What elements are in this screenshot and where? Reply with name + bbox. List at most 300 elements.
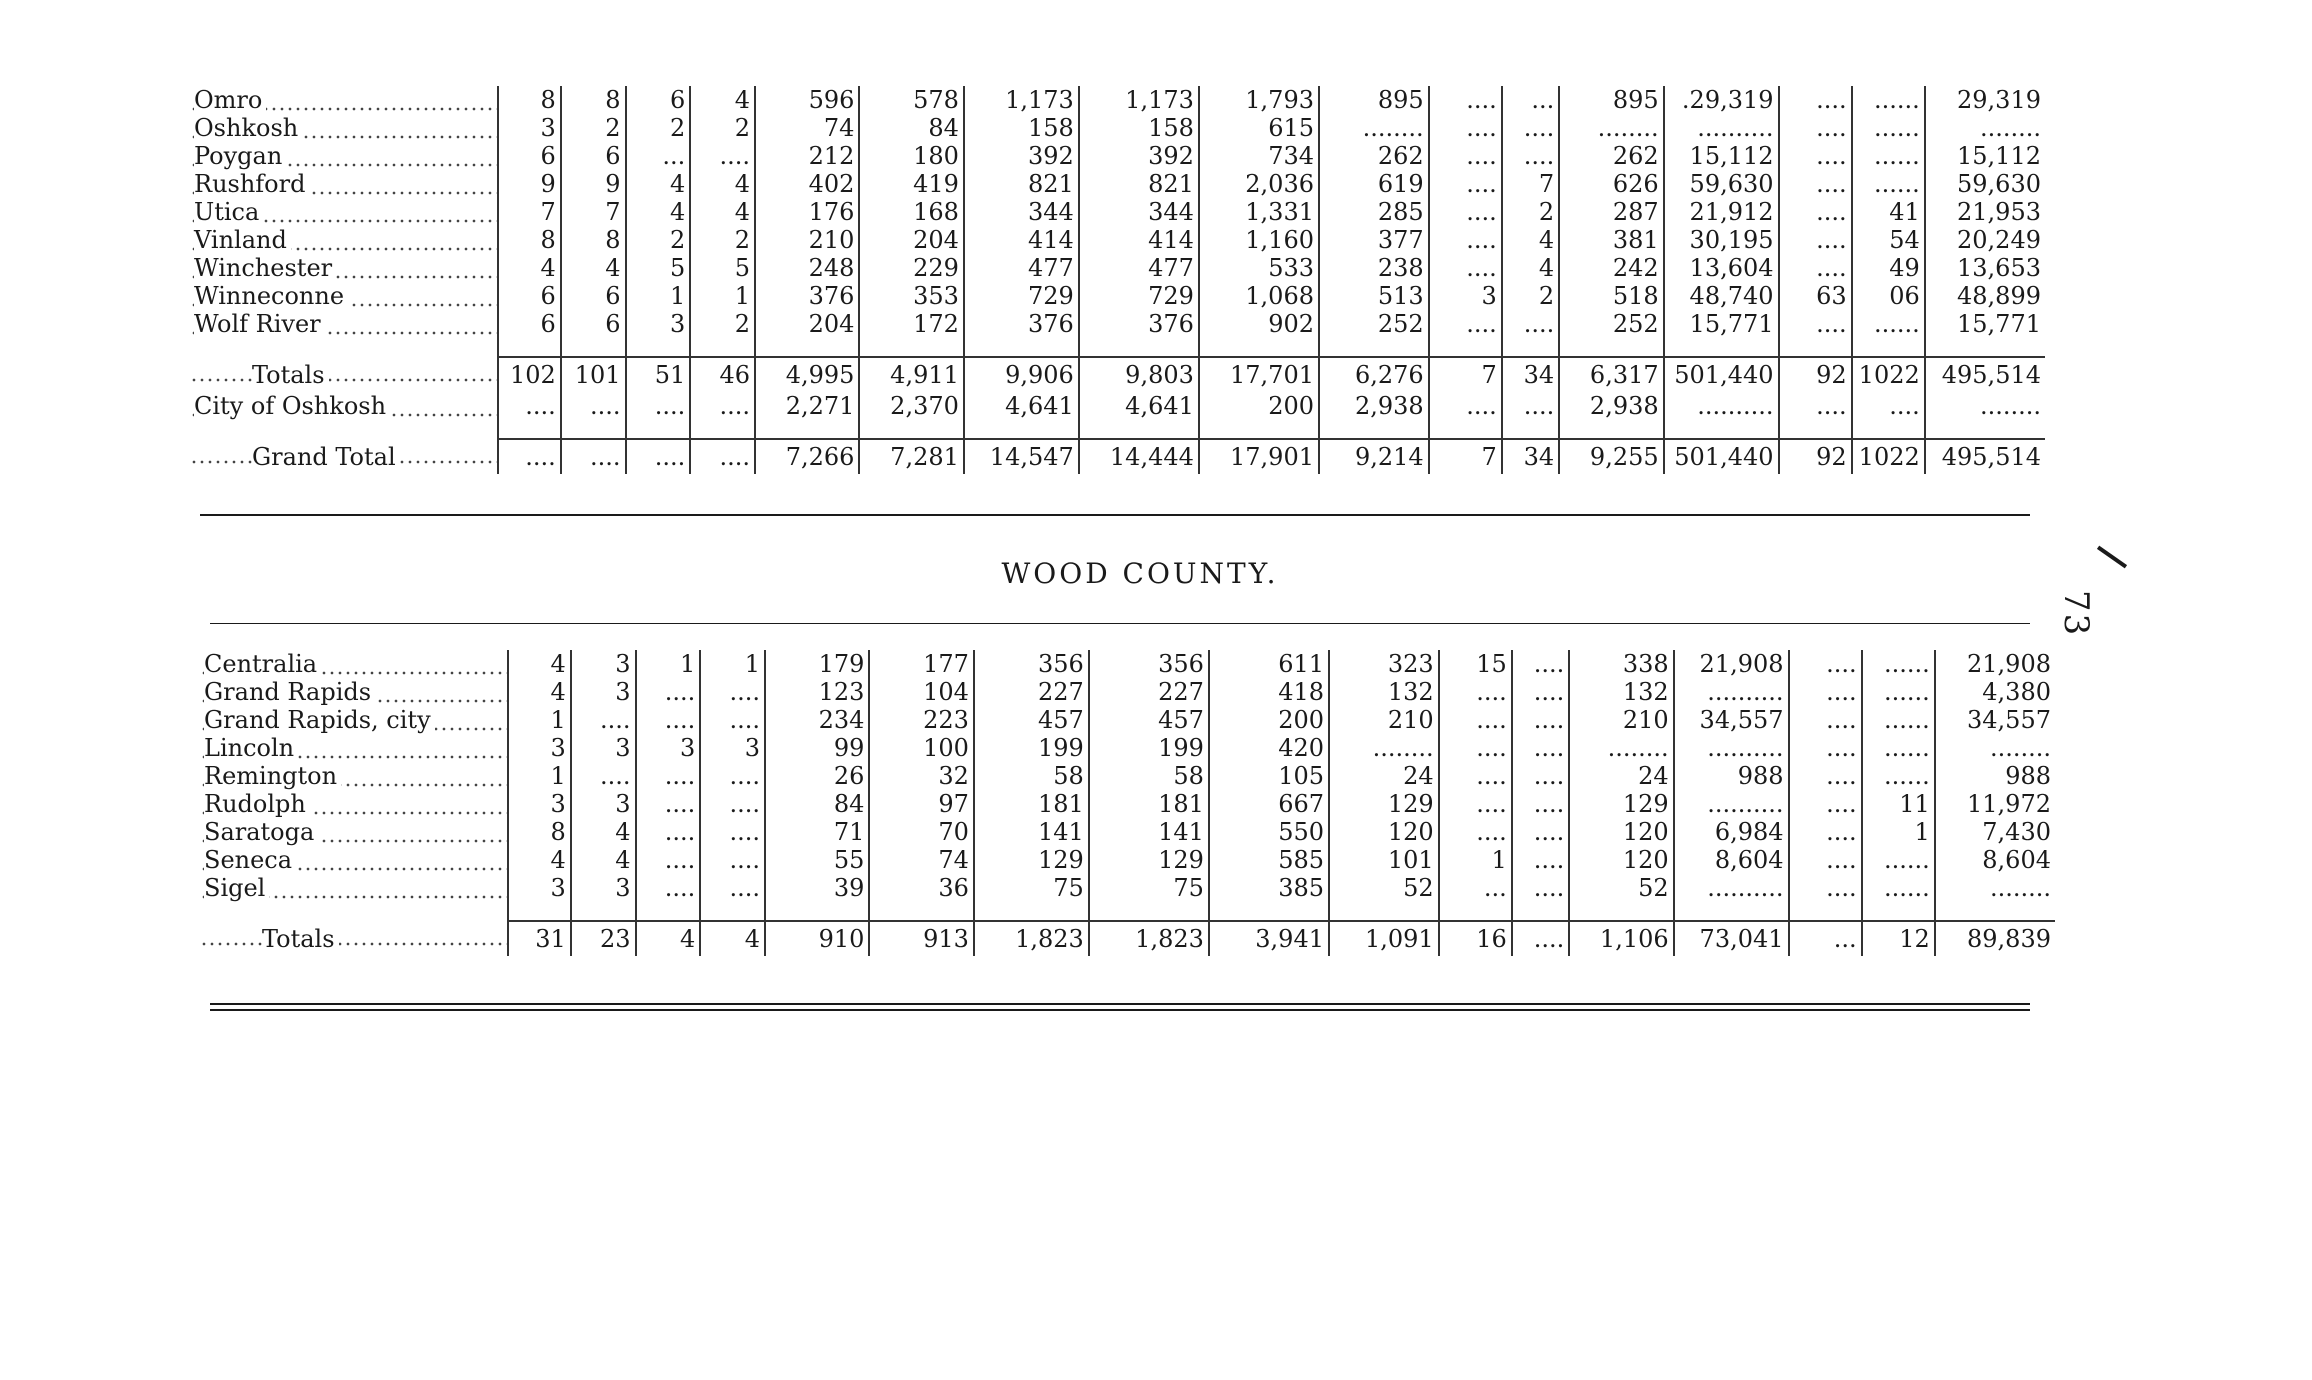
spacer-row [190, 338, 2045, 357]
table-cell: 39 [765, 874, 869, 902]
spacer-cell [190, 420, 498, 439]
spacer-cell [1789, 902, 1862, 921]
table-cell: 376 [1079, 310, 1199, 338]
section-title: WOOD COUNTY. [1001, 557, 1279, 590]
table-cell: 4 [690, 170, 755, 198]
table-cell: .... [1429, 142, 1502, 170]
table-cell: 3 [571, 874, 636, 902]
table-cell: 611 [1209, 650, 1329, 678]
table-cell: ...... [1862, 706, 1935, 734]
table-cell: 6 [498, 282, 561, 310]
table-cell: ........ [1925, 114, 2045, 142]
table-row [200, 762, 2055, 790]
table-cell: 2 [561, 114, 626, 142]
table-cell: 1,160 [1199, 226, 1319, 254]
table-row [190, 198, 2045, 226]
table-cell: 227 [974, 678, 1089, 706]
table-row [190, 142, 2045, 170]
table-cell: ........ [1329, 734, 1439, 762]
table-cell: 100 [869, 734, 973, 762]
table-cell: 29,319 [1925, 86, 2045, 114]
table-cell: .... [561, 439, 626, 474]
table-cell: 24 [1569, 762, 1673, 790]
table-cell: .... [1429, 310, 1502, 338]
table-cell: 4 [1502, 254, 1559, 282]
row-label: City of Oshkosh [194, 392, 390, 420]
table-cell: 615 [1199, 114, 1319, 142]
table-cell: 34,557 [1674, 706, 1789, 734]
spacer-cell [190, 338, 498, 357]
table-cell: .29,319 [1664, 86, 1779, 114]
table-cell: .... [700, 790, 765, 818]
table-cell: .... [1789, 818, 1862, 846]
table-cell: .... [561, 392, 626, 420]
table-cell: 129 [1569, 790, 1673, 818]
table-cell: 1 [508, 706, 571, 734]
table-cell: 4 [636, 921, 701, 956]
row-label: Seneca [204, 846, 296, 874]
table-cell: .... [1779, 114, 1852, 142]
table-cell: 6,276 [1319, 357, 1429, 392]
table-cell: 392 [964, 142, 1079, 170]
table-cell: 6 [626, 86, 691, 114]
table-cell: 92 [1779, 357, 1852, 392]
table-cell: 41 [1852, 198, 1925, 226]
table-cell: .... [1439, 762, 1512, 790]
spacer-cell [1559, 420, 1663, 439]
table-cell: 414 [964, 226, 1079, 254]
table-cell: 158 [1079, 114, 1199, 142]
table-cell: 1,331 [1199, 198, 1319, 226]
row-label-cell [200, 678, 508, 706]
spacer-cell [571, 902, 636, 921]
table-cell: .... [1789, 846, 1862, 874]
table-cell: 9,906 [964, 357, 1079, 392]
table-cell: 141 [1089, 818, 1209, 846]
table-cell: 52 [1329, 874, 1439, 902]
row-label-cell [190, 439, 498, 474]
table-cell: 7 [498, 198, 561, 226]
table-row [200, 734, 2055, 762]
table-cell: 4 [690, 198, 755, 226]
table-cell: 21,953 [1925, 198, 2045, 226]
row-label-cell [200, 790, 508, 818]
table-cell: 418 [1209, 678, 1329, 706]
table-cell: 75 [1089, 874, 1209, 902]
table-cell: .......... [1664, 392, 1779, 420]
table-cell: 48,899 [1925, 282, 2045, 310]
table-cell: 36 [869, 874, 973, 902]
table-cell: 123 [765, 678, 869, 706]
table-row [190, 170, 2045, 198]
table-cell: 6 [498, 310, 561, 338]
table-cell: 420 [1209, 734, 1329, 762]
table-cell: .... [1429, 254, 1502, 282]
table-cell: 129 [974, 846, 1089, 874]
table-cell: 2,938 [1559, 392, 1663, 420]
table-cell: 353 [859, 282, 963, 310]
table-cell: 392 [1079, 142, 1199, 170]
table-cell: 2 [1502, 282, 1559, 310]
table-cell: 129 [1329, 790, 1439, 818]
table-cell: 34 [1502, 439, 1559, 474]
table-cell: .... [1852, 392, 1925, 420]
table-cell: 158 [964, 114, 1079, 142]
table-cell: 287 [1559, 198, 1663, 226]
table-cell: 31 [508, 921, 571, 956]
table-cell: .... [1779, 226, 1852, 254]
spacer-cell [859, 420, 963, 439]
table-cell: 172 [859, 310, 963, 338]
table-cell: 21,908 [1674, 650, 1789, 678]
bottom-double-rule-top [210, 1003, 2030, 1005]
table-cell: 74 [869, 846, 973, 874]
table-cell: 4 [498, 254, 561, 282]
table-cell: 4,995 [755, 357, 859, 392]
table-cell: 619 [1319, 170, 1429, 198]
spacer-cell [636, 902, 701, 921]
row-label: Rudolph [204, 790, 310, 818]
row-label: Rushford [194, 170, 309, 198]
table-cell: 6 [561, 310, 626, 338]
table-cell: 204 [859, 226, 963, 254]
table-cell: 457 [974, 706, 1089, 734]
table-cell: 204 [755, 310, 859, 338]
row-label: Totals [262, 925, 339, 953]
table-cell: 1,068 [1199, 282, 1319, 310]
table-cell: 9,255 [1559, 439, 1663, 474]
table-cell: 70 [869, 818, 973, 846]
table-cell: .... [636, 678, 701, 706]
table-cell: 5 [626, 254, 691, 282]
table-cell: 21,912 [1664, 198, 1779, 226]
table-cell: 7 [1502, 170, 1559, 198]
table-cell: 34 [1502, 357, 1559, 392]
table-cell: 17,701 [1199, 357, 1319, 392]
table-cell: ........ [1935, 734, 2055, 762]
table-cell: 2 [690, 226, 755, 254]
table-cell: 24 [1329, 762, 1439, 790]
table-cell: .... [1439, 678, 1512, 706]
table-row [200, 678, 2055, 706]
table-cell: 2 [626, 114, 691, 142]
table-cell: .... [1512, 818, 1569, 846]
table-cell: 3 [508, 790, 571, 818]
table-cell: 11,972 [1935, 790, 2055, 818]
table-cell: 101 [561, 357, 626, 392]
table-cell: 895 [1559, 86, 1663, 114]
table-cell: 11 [1862, 790, 1935, 818]
table-cell: ...... [1862, 762, 1935, 790]
table-cell: .... [1439, 734, 1512, 762]
table-cell: 3 [571, 678, 636, 706]
table-cell: ... [1502, 86, 1559, 114]
table-cell: .... [1512, 874, 1569, 902]
spacer-cell [626, 420, 691, 439]
row-label: Remington [204, 762, 341, 790]
table-row [190, 114, 2045, 142]
table-cell: 73,041 [1674, 921, 1789, 956]
table-cell: .... [1429, 114, 1502, 142]
table-cell: 199 [1089, 734, 1209, 762]
table-row [190, 310, 2045, 338]
table-cell: .... [571, 762, 636, 790]
table-cell: .... [1512, 706, 1569, 734]
table-cell: 16 [1439, 921, 1512, 956]
table-cell: .... [1512, 650, 1569, 678]
row-label: Utica [194, 198, 263, 226]
table-cell: 3 [571, 790, 636, 818]
table-cell: 338 [1569, 650, 1673, 678]
row-label-cell [190, 114, 498, 142]
table-cell: 1 [690, 282, 755, 310]
spacer-cell [765, 902, 869, 921]
table-cell: 49 [1852, 254, 1925, 282]
table-cell: 3 [571, 650, 636, 678]
table-cell: 821 [1079, 170, 1199, 198]
table-cell: 1 [508, 762, 571, 790]
spacer-cell [1512, 902, 1569, 921]
table-cell: 578 [859, 86, 963, 114]
table-cell: 419 [859, 170, 963, 198]
table-cell: 910 [765, 921, 869, 956]
city-row [190, 392, 2045, 420]
row-label: Totals [252, 361, 329, 389]
section-rule [210, 623, 2030, 624]
table-cell: 54 [1852, 226, 1925, 254]
table-cell: 3 [636, 734, 701, 762]
table-cell: 550 [1209, 818, 1329, 846]
table-cell: 1022 [1852, 439, 1925, 474]
table-cell: 988 [1935, 762, 2055, 790]
table-cell: ........ [1935, 874, 2055, 902]
table-cell: 1,091 [1329, 921, 1439, 956]
table-cell: 6 [561, 142, 626, 170]
spacer-cell [1079, 338, 1199, 357]
table-cell: 200 [1209, 706, 1329, 734]
totals-row [190, 357, 2045, 392]
table-cell: ...... [1852, 114, 1925, 142]
table-cell: .... [1429, 86, 1502, 114]
row-label: Grand Total [252, 443, 400, 471]
table-cell: .... [626, 439, 691, 474]
table-cell: 4 [508, 678, 571, 706]
table-cell: 23 [571, 921, 636, 956]
table-cell: .... [700, 762, 765, 790]
spacer-cell [755, 420, 859, 439]
table-cell: ...... [1852, 170, 1925, 198]
table-cell: .... [1789, 678, 1862, 706]
spacer-row [200, 902, 2055, 921]
table-cell: 7,281 [859, 439, 963, 474]
table-cell: 477 [1079, 254, 1199, 282]
table-cell: 356 [1089, 650, 1209, 678]
table-cell: .... [636, 818, 701, 846]
table-cell: 734 [1199, 142, 1319, 170]
table-cell: 120 [1329, 818, 1439, 846]
spacer-cell [1664, 338, 1779, 357]
table-cell: ........ [1319, 114, 1429, 142]
table-cell: ... [1789, 921, 1862, 956]
table-cell: 344 [1079, 198, 1199, 226]
table-row [200, 818, 2055, 846]
table-cell: ...... [1852, 310, 1925, 338]
table-cell: .... [700, 874, 765, 902]
row-label-cell [190, 198, 498, 226]
table-cell: 120 [1569, 818, 1673, 846]
table-cell: 8 [561, 226, 626, 254]
table-cell: 84 [859, 114, 963, 142]
row-label-cell [200, 846, 508, 874]
table-row [200, 650, 2055, 678]
table-row [190, 226, 2045, 254]
row-label-cell [200, 921, 508, 956]
table-cell: 15,112 [1925, 142, 2045, 170]
table-cell: .... [1789, 650, 1862, 678]
row-label-cell [190, 142, 498, 170]
table-cell: 84 [765, 790, 869, 818]
table-cell: 3 [700, 734, 765, 762]
table-cell: 212 [755, 142, 859, 170]
table-cell: 729 [964, 282, 1079, 310]
table-cell: .... [1502, 392, 1559, 420]
table-cell: 381 [1559, 226, 1663, 254]
table-cell: .... [1512, 762, 1569, 790]
spacer-cell [1329, 902, 1439, 921]
table-cell: 6,984 [1674, 818, 1789, 846]
table-cell: 21,908 [1935, 650, 2055, 678]
table-cell: 1,106 [1569, 921, 1673, 956]
table-cell: .... [571, 706, 636, 734]
table-cell: 495,514 [1925, 357, 2045, 392]
bottom-double-rule-bottom [210, 1009, 2030, 1011]
table-cell: 32 [869, 762, 973, 790]
table-cell: 51 [626, 357, 691, 392]
spacer-cell [498, 420, 561, 439]
table-cell: ...... [1862, 874, 1935, 902]
table-cell: 17,901 [1199, 439, 1319, 474]
table-cell: 376 [964, 310, 1079, 338]
spacer-cell [1199, 338, 1319, 357]
spacer-cell [1925, 338, 2045, 357]
table-cell: 210 [1329, 706, 1439, 734]
spacer-cell [1502, 338, 1559, 357]
table-cell: ...... [1852, 142, 1925, 170]
table-cell: 667 [1209, 790, 1329, 818]
table-cell: .... [1512, 734, 1569, 762]
table-cell: 8,604 [1674, 846, 1789, 874]
table-cell: .... [1779, 142, 1852, 170]
table-cell: 5 [690, 254, 755, 282]
table-cell: .... [700, 818, 765, 846]
table-cell: 3 [508, 734, 571, 762]
table-cell: 30,195 [1664, 226, 1779, 254]
table-cell: 4 [571, 818, 636, 846]
table-cell: 26 [765, 762, 869, 790]
table-row [200, 790, 2055, 818]
table-cell: ...... [1862, 650, 1935, 678]
table-cell: 414 [1079, 226, 1199, 254]
table-cell: 385 [1209, 874, 1329, 902]
table-cell: 20,249 [1925, 226, 2045, 254]
table-cell: 7,266 [755, 439, 859, 474]
row-label-cell [190, 357, 498, 392]
spacer-cell [1209, 902, 1329, 921]
table-cell: 141 [974, 818, 1089, 846]
table-cell: .......... [1674, 734, 1789, 762]
table-cell: 501,440 [1664, 357, 1779, 392]
row-label: Wolf River [194, 310, 325, 338]
table-cell: 377 [1319, 226, 1429, 254]
row-label-cell [200, 874, 508, 902]
table-cell: 14,547 [964, 439, 1079, 474]
spacer-cell [1502, 420, 1559, 439]
table-cell: 262 [1319, 142, 1429, 170]
table-cell: .... [700, 706, 765, 734]
spacer-cell [869, 902, 973, 921]
table-cell: 238 [1319, 254, 1429, 282]
table-cell: .... [1779, 198, 1852, 226]
table-cell: ........ [1559, 114, 1663, 142]
table-cell: 8 [498, 226, 561, 254]
table-cell: 7,430 [1935, 818, 2055, 846]
table-cell: 210 [1569, 706, 1673, 734]
spacer-cell [1319, 338, 1429, 357]
table-cell: 1,173 [964, 86, 1079, 114]
table-cell: 3 [508, 874, 571, 902]
table-cell: 1,823 [1089, 921, 1209, 956]
spacer-cell [1925, 420, 2045, 439]
table-cell: 2 [690, 114, 755, 142]
table-cell: 4 [626, 198, 691, 226]
table-cell: 15,771 [1664, 310, 1779, 338]
table-cell: 2 [690, 310, 755, 338]
spacer-cell [964, 420, 1079, 439]
table-cell: 58 [974, 762, 1089, 790]
table-cell: 179 [765, 650, 869, 678]
table-cell: .... [1789, 762, 1862, 790]
spacer-cell [1862, 902, 1935, 921]
spacer-cell [1852, 338, 1925, 357]
table-cell: 902 [1199, 310, 1319, 338]
table-cell: .... [1512, 921, 1569, 956]
table-cell: ... [626, 142, 691, 170]
table-cell: 3,941 [1209, 921, 1329, 956]
table-cell: 285 [1319, 198, 1429, 226]
row-label-cell [200, 762, 508, 790]
table-cell: 1 [1862, 818, 1935, 846]
spacer-cell [508, 902, 571, 921]
table-cell: .... [1789, 734, 1862, 762]
table-cell: 14,444 [1079, 439, 1199, 474]
spacer-cell [859, 338, 963, 357]
row-label-cell [190, 392, 498, 420]
table-cell: .......... [1674, 790, 1789, 818]
row-label: Lincoln [204, 734, 298, 762]
spacer-cell [1674, 902, 1789, 921]
table-cell: .... [636, 846, 701, 874]
spacer-cell [1664, 420, 1779, 439]
table-row [200, 706, 2055, 734]
table-cell: 4,641 [1079, 392, 1199, 420]
table-cell: 2 [626, 226, 691, 254]
table-cell: 132 [1569, 678, 1673, 706]
table-cell: 74 [755, 114, 859, 142]
table-cell: 102 [498, 357, 561, 392]
table-cell: ...... [1852, 86, 1925, 114]
table-cell: 7 [561, 198, 626, 226]
table-cell: 495,514 [1925, 439, 2045, 474]
